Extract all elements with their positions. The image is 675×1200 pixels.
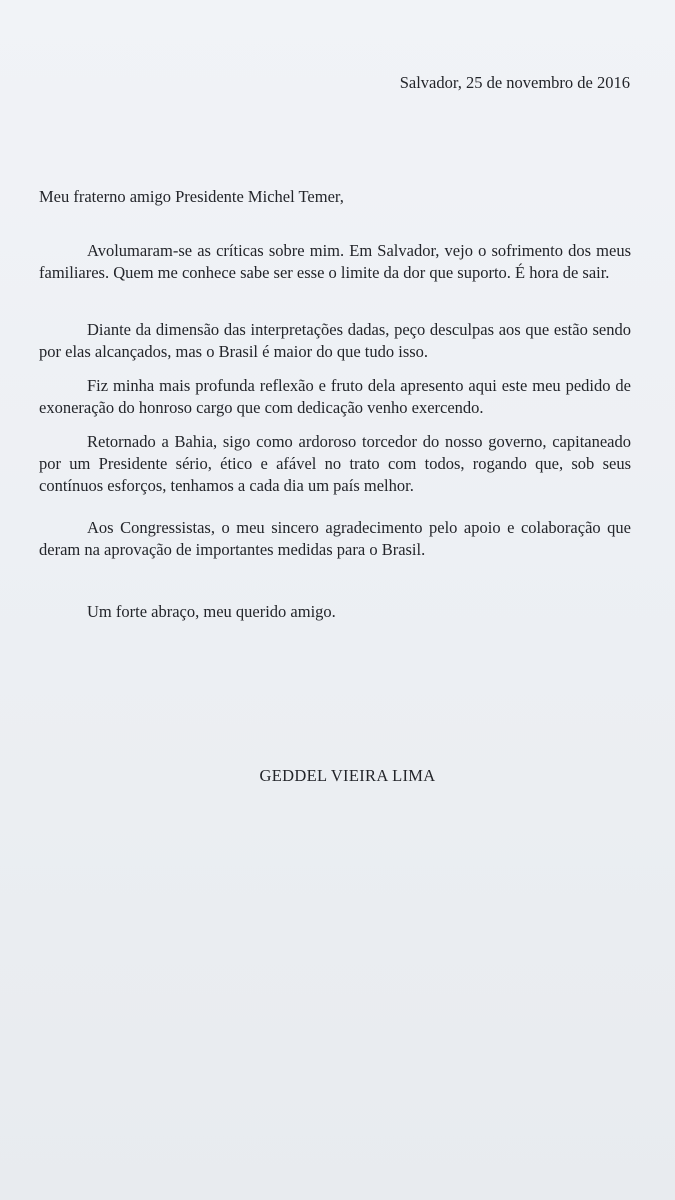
signature-name: GEDDEL VIEIRA LIMA [259, 766, 436, 785]
closing-line: Um forte abraço, meu querido amigo. [87, 602, 336, 621]
date-line: Salvador, 25 de novembro de 2016 [399, 73, 630, 92]
paragraph-5: Aos Congressistas, o meu sincero agradecimento pelo apoio e colaboração que deram na aprovação de importantes medidas para o Brasil. [39, 518, 631, 559]
paragraph-4: Retornado a Bahia, sigo como ardoroso torcedor do nosso governo, capitaneado por um Presidente sério, ético e afável no trato com todos, rogando que, sob seus contínuos esforços, tenhamos a cada dia um país melhor. [39, 432, 631, 495]
paragraph-1: Avolumaram-se as críticas sobre mim. Em Salvador, vejo o sofrimento dos meus familiares. Quem me conhece sabe ser esse o limite da dor que suporto. É hora de sair. [39, 241, 631, 282]
paragraph-3: Fiz minha mais profunda reflexão e fruto dela apresento aqui este meu pedido de exoneração do honroso cargo que com dedicação venho exercendo. [39, 376, 631, 417]
paragraph-2: Diante da dimensão das interpretações dadas, peço desculpas aos que estão sendo por elas alcançados, mas o Brasil é maior do que tudo isso. [39, 320, 631, 361]
salutation: Meu fraterno amigo Presidente Michel Temer, [39, 187, 344, 206]
